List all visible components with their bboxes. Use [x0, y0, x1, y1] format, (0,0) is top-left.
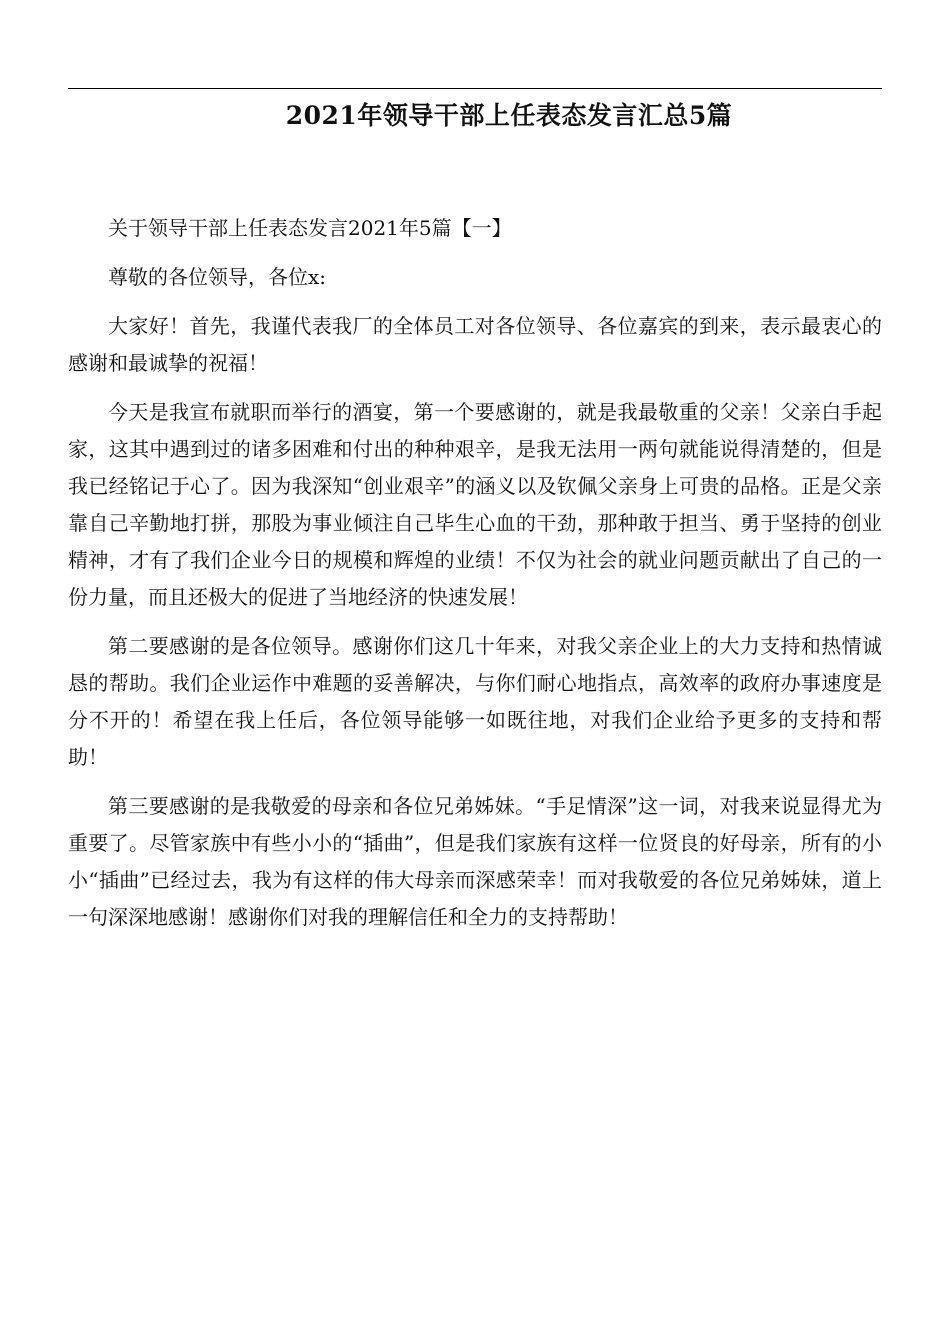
- body-paragraph: 今天是我宣布就职而举行的酒宴，第一个要感谢的，就是我最敬重的父亲！父亲白手起家，这其中遇到过的诸多困难和付出的种种艰辛，是我无法用一两句就能说得清楚的，但是我已经铭记于心了。因为我深知“创业艰辛”的涵义以及钦佩父亲身上可贵的品格。正是父亲靠自己辛勤地打拼，那股为事业倾注自己毕生心血的干劲，那种敢于担当、勇于坚持的创业精神，才有了我们企业今日的规模和辉煌的业绩！不仅为社会的就业问题贡献出了自己的一份力量，而且还极大的促进了当地经济的快速发展！: [68, 400, 882, 609]
- header-rule: [68, 88, 882, 89]
- body-paragraph: 第二要感谢的是各位领导。感谢你们这几十年来，对我父亲企业上的大力支持和热情诚恳的帮助。我们企业运作中难题的妥善解决，与你们耐心地指点，高效率的政府办事速度是分不开的！希望在我上任后，各位领导能够一如既往地，对我们企业给予更多的支持和帮助！: [68, 634, 882, 769]
- section-heading: 关于领导干部上任表态发言2021年5篇【一】: [108, 216, 512, 240]
- body-paragraph: 大家好！首先，我谨代表我厂的全体员工对各位领导、各位嘉宾的到来，表示最衷心的感谢和最诚挚的祝福！: [68, 314, 882, 375]
- document-body: [68, 210, 882, 948]
- document-title: 2021年领导干部上任表态发言汇总5篇: [285, 101, 733, 130]
- body-paragraph: 第三要感谢的是我敬爱的母亲和各位兄弟姊妹。“手足情深”这一词，对我来说显得尤为重要了。尽管家族中有些小小的“插曲”，但是我们家族有这样一位贤良的好母亲，所有的小小“插曲”已经过去，我为有这样的伟大母亲而深感荣幸！而对我敬爱的各位兄弟姊妹，道上一句深深地感谢！感谢你们对我的理解信任和全力的支持帮助！: [68, 794, 882, 929]
- salutation: 尊敬的各位领导，各位x:: [108, 265, 327, 289]
